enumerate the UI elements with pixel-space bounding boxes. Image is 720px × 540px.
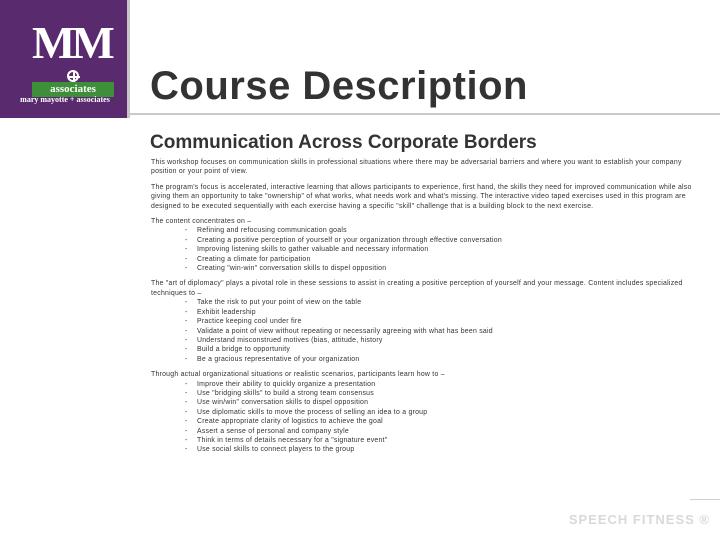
list-item: - Take the risk to put your point of view on the table: [185, 298, 696, 307]
list-item: - Use social skills to connect players to the group: [185, 445, 696, 454]
list-item: - Use diplomatic skills to move the process of selling an idea to a group: [185, 408, 696, 417]
list-item: - Validate a point of view without repeating or necessarily agreeing with what has been said: [185, 327, 696, 336]
footer-divider: [690, 499, 720, 500]
logo-mark: MM: [32, 17, 111, 68]
list-item: - Refining and refocusing communication goals: [185, 226, 696, 235]
list-item: - Build a bridge to opportunity: [185, 345, 696, 354]
title-divider: [130, 113, 720, 115]
course-description-body: [151, 158, 696, 461]
list-item: - Exhibit leadership: [185, 308, 696, 317]
diplomacy-list: [151, 298, 696, 364]
list-item: - Creating "win-win" conversation skills to dispel opposition: [185, 264, 696, 273]
list-item: - Improving listening skills to gather valuable and necessary information: [185, 245, 696, 254]
logo-tagline: mary mayotte + associates: [20, 95, 110, 104]
situations-list: [151, 380, 696, 455]
diplomacy-lead: The "art of diplomacy" plays a pivotal role in these sessions to assist in creating a positive perception of yourself and your message. Content includes specialized techniques to –: [151, 280, 683, 297]
page-title: Course Description: [150, 64, 528, 108]
list-item: - Be a gracious representative of your organization: [185, 355, 696, 364]
concentrates-lead: The content concentrates on –: [151, 218, 252, 226]
concentrates-list: [151, 226, 696, 273]
list-item: - Understand misconstrued motives (bias, attitude, history: [185, 336, 696, 345]
list-item: - Assert a sense of personal and company style: [185, 427, 696, 436]
list-item: - Create appropriate clarity of logistics to achieve the goal: [185, 417, 696, 426]
focus-paragraph: The program's focus is accelerated, interactive learning that allows participants to experience, first hand, the skills they need for improved communication while also giving them an opportunity to take "ownership" of what works, what needs work and what's missing. The interactive video taped exercises used in this program are designed to be executed sequentially with each exercise having a specific "skill" challenge that is a building block to the next exercise.: [151, 183, 692, 210]
list-item: - Creating a positive perception of yourself or your organization through effective conversation: [185, 236, 696, 245]
list-item: - Improve their ability to quickly organize a presentation: [185, 380, 696, 389]
list-item: - Practice keeping cool under fire: [185, 317, 696, 326]
situations-lead: Through actual organizational situations or realistic scenarios, participants learn how to –: [151, 371, 445, 379]
footer-brand: SPEECH FITNESS ®: [568, 512, 710, 527]
logo-mark-area: [12, 6, 120, 95]
logo-crosshair-icon: [67, 70, 79, 82]
list-item: - Creating a climate for participation: [185, 255, 696, 264]
intro-paragraph: This workshop focuses on communication skills in professional situations where there may be adversarial barriers and where you want to establish your company position or your point of view.: [151, 159, 682, 176]
list-item: - Think in terms of details necessary for a "signature event": [185, 436, 696, 445]
course-title: Communication Across Corporate Borders: [150, 132, 537, 153]
list-item: - Use "bridging skills" to build a strong team consensus: [185, 389, 696, 398]
list-item: - Use win/win" conversation skills to dispel opposition: [185, 398, 696, 407]
logo-strip: associates: [32, 82, 114, 97]
company-logo: [0, 0, 130, 118]
